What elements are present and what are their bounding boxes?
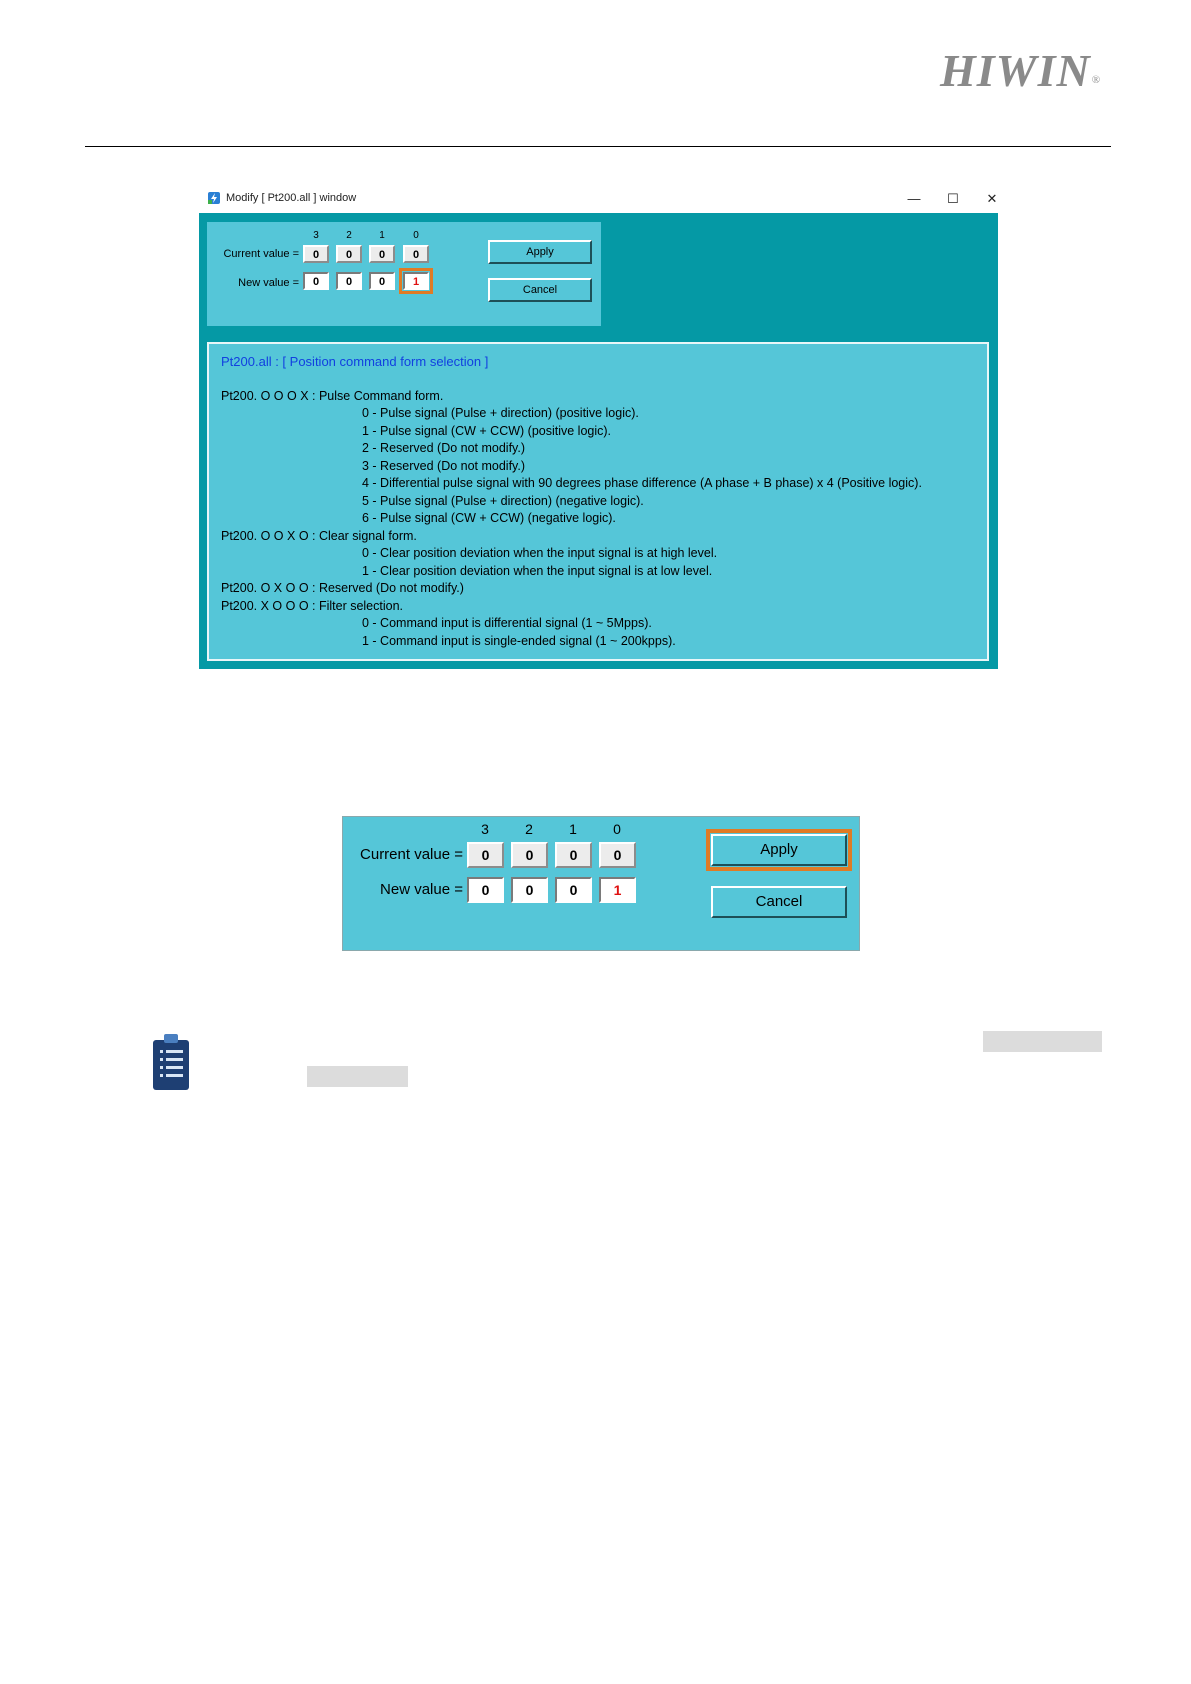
note-clipboard-icon [150,1032,192,1092]
redacted-text-block [307,1066,408,1087]
current-bit-1: 0 [369,245,395,263]
minimize-icon[interactable]: — [907,191,921,206]
bit-header-2: 2 [346,230,352,241]
close-icon[interactable]: ✕ [986,191,998,206]
new-bit-1-input[interactable]: 0 [369,272,395,290]
info-line: 0 - Command input is differential signal (1 ~ 5Mpps). [362,616,652,630]
info-line: 0 - Pulse signal (Pulse + direction) (positive logic). [362,406,639,420]
cancel-button[interactable]: Cancel [488,278,592,302]
apply-button[interactable]: Apply [488,240,592,264]
current-bit-2: 0 [511,842,548,868]
new-value-label: New value = [380,881,463,898]
current-bit-3: 0 [303,245,329,263]
bit-header-0: 0 [413,230,419,241]
value-panel [207,222,601,326]
current-value-label: Current value = [223,248,299,260]
info-line: Pt200. O X O O : Reserved (Do not modify.) [221,581,464,595]
info-line: 1 - Clear position deviation when the input signal is at low level. [362,564,713,578]
info-line: Pt200. O O X O : Clear signal form. [221,529,417,543]
hiwin-logo: HIWIN® [940,45,1102,96]
parameter-description-panel [207,342,989,661]
parameter-title: Pt200.all : [ Position command form selection ] [221,354,489,369]
info-line: Pt200. X O O O : Filter selection. [221,599,404,613]
current-bit-3: 0 [467,842,504,868]
current-bit-1: 0 [555,842,592,868]
window-body [199,213,998,669]
current-value-label: Current value = [360,846,463,863]
modify-window [199,186,998,669]
apply-button[interactable]: Apply [711,834,847,866]
new-bit-0-input[interactable]: 1 [599,877,636,903]
new-bit-3-input[interactable]: 0 [467,877,504,903]
new-bit-3-input[interactable]: 0 [303,272,329,290]
info-line: 0 - Clear position deviation when the input signal is at high level. [362,546,718,560]
zoomed-value-panel [342,816,860,951]
new-bit-2-input[interactable]: 0 [336,272,362,290]
info-line: 6 - Pulse signal (CW + CCW) (negative logic). [362,511,616,525]
info-line: 5 - Pulse signal (Pulse + direction) (negative logic). [362,494,644,508]
new-value-label: New value = [238,277,299,289]
cancel-button[interactable]: Cancel [711,886,847,918]
app-icon [207,191,221,205]
header-rule [85,146,1111,147]
new-bit-0-input[interactable]: 1 [403,272,429,290]
bit-header-1: 1 [569,821,577,837]
current-bit-0: 0 [599,842,636,868]
title-bar[interactable] [199,186,998,212]
info-line: 2 - Reserved (Do not modify.) [362,441,526,455]
new-bit-1-input[interactable]: 0 [555,877,592,903]
bit-header-3: 3 [313,230,319,241]
info-line: 1 - Command input is single-ended signal (1 ~ 200kpps). [362,634,676,648]
new-bit-2-input[interactable]: 0 [511,877,548,903]
bit-header-3: 3 [481,821,489,837]
info-line: 3 - Reserved (Do not modify.) [362,459,526,473]
info-line: 4 - Differential pulse signal with 90 degrees phase difference (A phase + B phase) x 4 (Positive logic). [362,476,922,490]
current-bit-2: 0 [336,245,362,263]
redacted-text-block [983,1031,1102,1052]
bit-header-0: 0 [613,821,621,837]
current-bit-0: 0 [403,245,429,263]
maximize-icon[interactable]: ☐ [947,191,959,206]
info-line: 1 - Pulse signal (CW + CCW) (positive logic). [362,424,612,438]
bit-header-1: 1 [379,230,385,241]
bit-header-2: 2 [525,821,533,837]
window-title: Modify [ Pt200.all ] window [226,192,357,204]
info-line: Pt200. O O O X : Pulse Command form. [221,389,444,403]
